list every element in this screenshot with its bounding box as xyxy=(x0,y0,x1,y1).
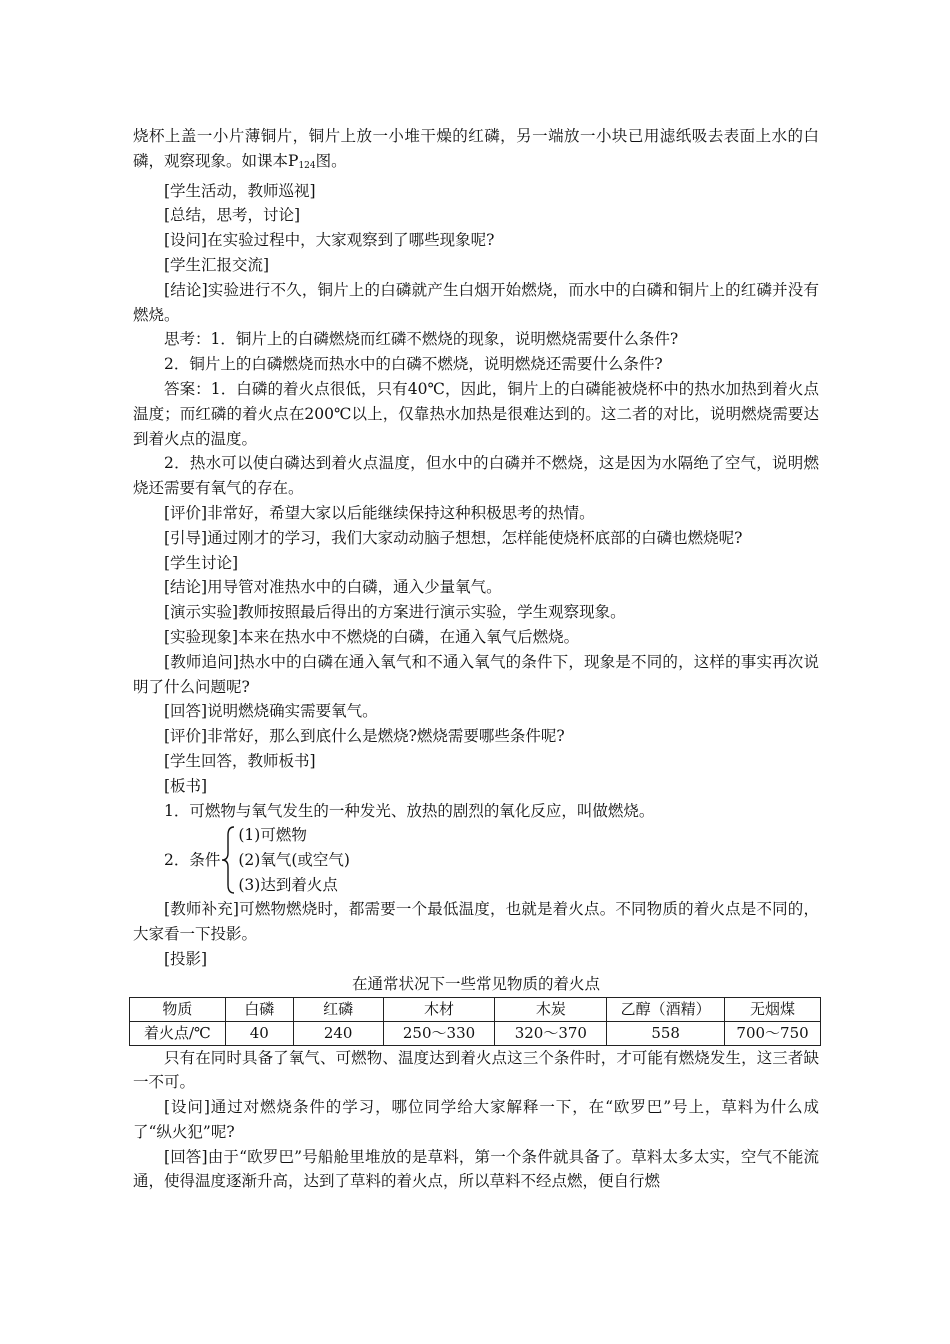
paragraph-conclusion-2: [结论]用导管对准热水中的白磷，通入少量氧气。 xyxy=(164,578,502,597)
paragraph-student-activity: [学生活动，教师巡视] xyxy=(164,181,316,200)
table-cell: 乙醇（酒精） xyxy=(607,997,725,1021)
paragraph-discussion: [学生讨论] xyxy=(164,553,239,572)
paragraph-summary: [总结，思考，讨论] xyxy=(164,206,301,225)
table-cell: 着火点/℃ xyxy=(130,1021,226,1045)
table-cell: 250～330 xyxy=(383,1021,495,1045)
paragraph-answer-europa: [回答]由于“欧罗巴”号船舱里堆放的是草料，第一个条件就具备了。草料太多太实，空气不能流通，使得温度逐渐升高，达到了草料的着火点，所以草料不经点燃，便自行燃 xyxy=(133,1147,819,1191)
paragraph-evaluation-2: [评价]非常好，那么到底什么是燃烧?燃烧需要哪些条件呢? xyxy=(164,727,565,746)
paragraph-question-europa: [设问]通过对燃烧条件的学习，哪位同学给大家解释一下，在“欧罗巴”号上，草料为什么成了“纵火犯”呢? xyxy=(133,1098,819,1141)
paragraph-guide: [引导]通过刚才的学习，我们大家动动脑子想想，怎样能使烧杯底部的白磷也燃烧呢? xyxy=(164,528,743,547)
paragraph-teacher-supplement: [教师补充]可燃物燃烧时，都需要一个最低温度，也就是着火点。不同物质的着火点是不同的，大家看一下投影。 xyxy=(133,900,819,944)
lesson-text xyxy=(133,124,819,1194)
conditions-block xyxy=(133,823,819,897)
left-brace-icon xyxy=(220,825,236,895)
table-header-row xyxy=(130,997,821,1021)
table-cell: 700～750 xyxy=(725,1021,821,1045)
table-cell: 白磷 xyxy=(225,997,293,1021)
paragraph-question: [设问]在实验过程中，大家观察到了哪些现象呢? xyxy=(164,231,495,250)
paragraph-think-2: 2．铜片上的白磷燃烧而热水中的白磷不燃烧，说明燃烧还需要什么条件? xyxy=(164,355,663,374)
conditions-list xyxy=(238,823,350,897)
paragraph-phenomenon: [实验现象]本来在热水中不燃烧的白磷，在通入氧气后燃烧。 xyxy=(164,627,580,646)
paragraph-follow-up: [教师追问]热水中的白磷在通入氧气和不通入氧气的条件下，现象是不同的，这样的事实再次说明了什么问题呢? xyxy=(133,652,819,696)
table-cell: 240 xyxy=(293,1021,383,1045)
paragraph-answer-3: [回答]说明燃烧确实需要氧气。 xyxy=(164,702,378,721)
paragraph-answer-2: 2．热水可以使白磷达到着火点温度，但水中的白磷并不燃烧，这是因为水隔绝了空气，说明燃烧还需要有氧气的存在。 xyxy=(133,454,819,498)
paragraph-board-note: [学生回答，教师板书] xyxy=(164,751,316,770)
paragraph-report: [学生汇报交流] xyxy=(164,255,270,274)
table-cell: 558 xyxy=(607,1021,725,1045)
paragraph-three-conditions: 只有在同时具备了氧气、可燃物、温度达到着火点这三个条件时，才可能有燃烧发生，这三者缺一不可。 xyxy=(133,1048,819,1092)
condition-item: (1)可燃物 xyxy=(238,826,307,845)
conditions-label: 2．条件 xyxy=(164,850,221,869)
ignition-point-table xyxy=(129,997,821,1046)
paragraph-answer-1: 答案：1．白磷的着火点很低，只有40℃，因此，铜片上的白磷能被烧杯中的热水加热到着火点温度；而红磷的着火点在200℃以上，仅靠热水加热是很难达到的。这二者的对比，说明燃烧需要达到着火点的温度。 xyxy=(133,379,819,448)
paragraph-think-1: 思考：1．铜片上的白磷燃烧而红磷不燃烧的现象，说明燃烧需要什么条件? xyxy=(164,330,679,349)
condition-item: (2)氧气(或空气) xyxy=(238,851,350,870)
table-cell: 木炭 xyxy=(495,997,607,1021)
table-row xyxy=(130,1021,821,1045)
paragraph-definition: 1．可燃物与氧气发生的一种发光、放热的剧烈的氧化反应，叫做燃烧。 xyxy=(164,801,655,820)
table-title: 在通常状况下一些常见物质的着火点 xyxy=(351,974,600,993)
paragraph-projection: [投影] xyxy=(164,949,208,968)
table-cell: 木材 xyxy=(383,997,495,1021)
table-cell: 40 xyxy=(225,1021,293,1045)
table-cell: 红磷 xyxy=(293,997,383,1021)
table-cell: 物质 xyxy=(130,997,226,1021)
paragraph-evaluation-1: [评价]非常好，希望大家以后能继续保持这种积极思考的热情。 xyxy=(164,503,595,522)
table-cell: 320～370 xyxy=(495,1021,607,1045)
table-cell: 无烟煤 xyxy=(725,997,821,1021)
paragraph-conclusion-1: [结论]实验进行不久，铜片上的白磷就产生白烟开始燃烧，而水中的白磷和铜片上的红磷并没有燃烧。 xyxy=(133,280,819,324)
page-subscript: 124 xyxy=(298,160,316,171)
condition-item: (3)达到着火点 xyxy=(238,875,338,894)
paragraph-board: [板书] xyxy=(164,776,208,795)
paragraph-experiment-setup: 烧杯上盖一小片薄铜片，铜片上放一小堆干燥的红磷，另一端放一小块已用滤纸吸去表面上水的白磷，观察现象。如课本$P_{124}$图。 xyxy=(133,127,819,171)
paragraph-demo: [演示实验]教师按照最后得出的方案进行演示实验，学生观察现象。 xyxy=(164,603,626,622)
